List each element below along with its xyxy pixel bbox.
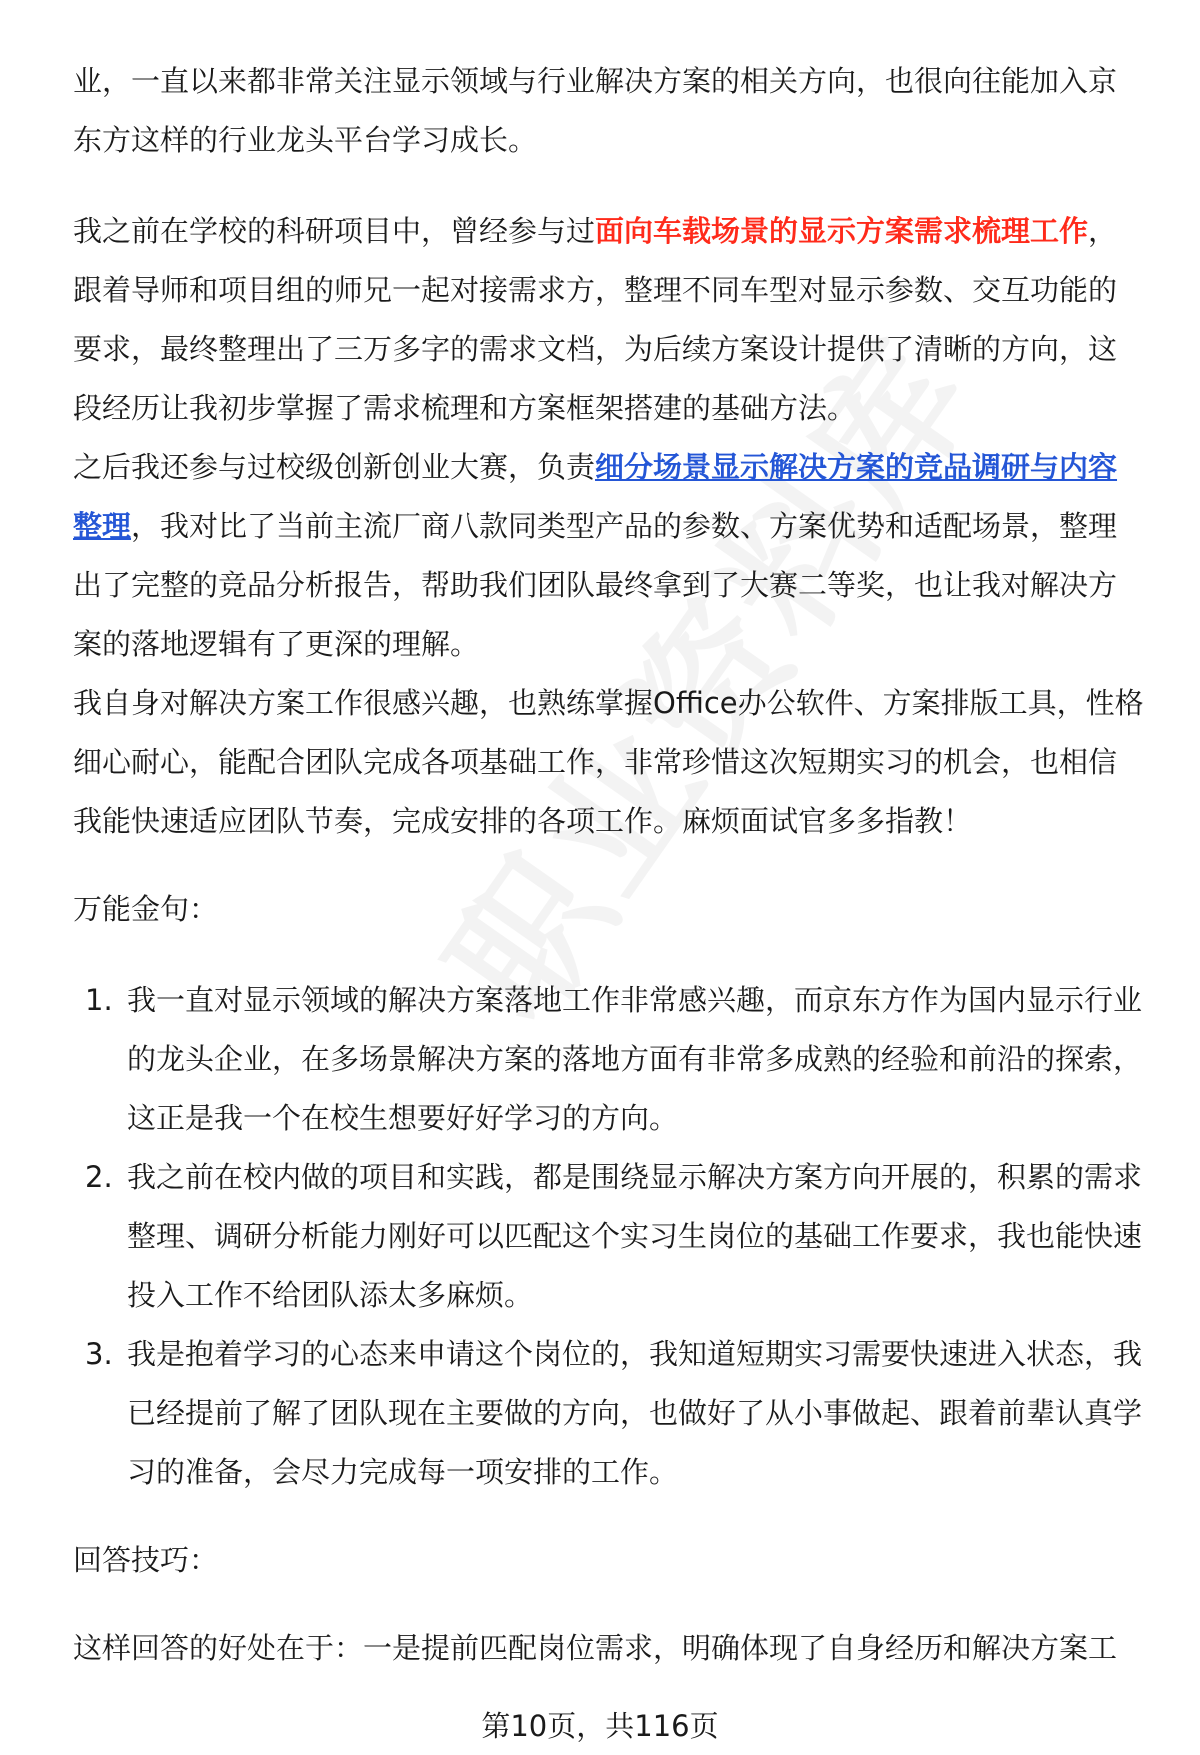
tips-paragraph: 这样回答的好处在于：一是提前匹配岗位需求，明确体现了自身经历和解决方案工 xyxy=(73,1631,1118,1665)
paragraph-text: ，我对比了当前主流厂商八款同类型产品的参数、方案优势和适配场景，整理出了完整的竞品分析报告，帮助我们团队最终拿到了大赛二等奖，也让我对解决方案的落地逻辑有了更深的理解。 xyxy=(73,509,1118,661)
paragraph-text: 我之前在学校的科研项目中，曾经参与过 xyxy=(73,214,596,248)
page-footer: 第10页，共116页 xyxy=(481,1709,719,1743)
paragraph-intro-continued: 业，一直以来都非常关注显示领域与行业解决方案的相关方向，也很向往能加入京东方这样的行业龙头平台学习成长。 xyxy=(73,64,1118,157)
paragraph-research-project xyxy=(73,202,1145,438)
paragraph-self-intro: 我自身对解决方案工作很感兴趣，也熟练掌握Office办公软件、方案排版工具，性格细心耐心，能配合团队完成各项基础工作，非常珍惜这次短期实习的机会，也相信我能快速适应团队节奏，完成安排的各项工作。麻烦面试官多多指教！ xyxy=(73,686,1144,838)
list-item-text: 我一直对显示领域的解决方案落地工作非常感兴趣，而京东方作为国内显示行业的龙头企业，在多场景解决方案的落地方面有非常多成熟的经验和前沿的探索，这正是我一个在校生想要好好学习的方向。 xyxy=(127,983,1143,1135)
list-item xyxy=(73,971,1145,1148)
paragraph-competition xyxy=(73,438,1145,674)
list-number: 1. xyxy=(85,983,113,1017)
list-number: 2. xyxy=(85,1160,113,1194)
list-item-text: 我之前在校内做的项目和实践，都是围绕显示解决方案方向开展的，积累的需求整理、调研分析能力刚好可以匹配这个实习生岗位的基础工作要求，我也能快速投入工作不给团队添太多麻烦。 xyxy=(127,1160,1143,1312)
highlight-blue-text: 细分场景显示解决方案的竞品调研与内容整理 xyxy=(73,450,1118,543)
document-body xyxy=(73,52,1145,1678)
tips-heading: 回答技巧： xyxy=(73,1543,219,1577)
golden-heading: 万能金句： xyxy=(73,892,219,926)
list-item xyxy=(73,1148,1145,1325)
paragraph-text: ，跟着导师和项目组的师兄一起对接需求方，整理不同车型对显示参数、交互功能的要求，最终整理出了三万多字的需求文档，为后续方案设计提供了清晰的方向，这段经历让我初步掌握了需求梳理和方案框架搭建的基础方法。 xyxy=(73,214,1118,425)
list-number: 3. xyxy=(85,1337,113,1371)
list-item-text: 我是抱着学习的心态来申请这个岗位的，我知道短期实习需要快速进入状态，我已经提前了解了团队现在主要做的方向，也做好了从小事做起、跟着前辈认真学习的准备，会尽力完成每一项安排的工作。 xyxy=(127,1337,1143,1489)
paragraph-text: 之后我还参与过校级创新创业大赛，负责 xyxy=(73,450,596,484)
golden-sentence-list xyxy=(73,971,1145,1502)
list-item xyxy=(73,1325,1145,1502)
highlight-red-text: 面向车载场景的显示方案需求梳理工作 xyxy=(595,214,1089,248)
